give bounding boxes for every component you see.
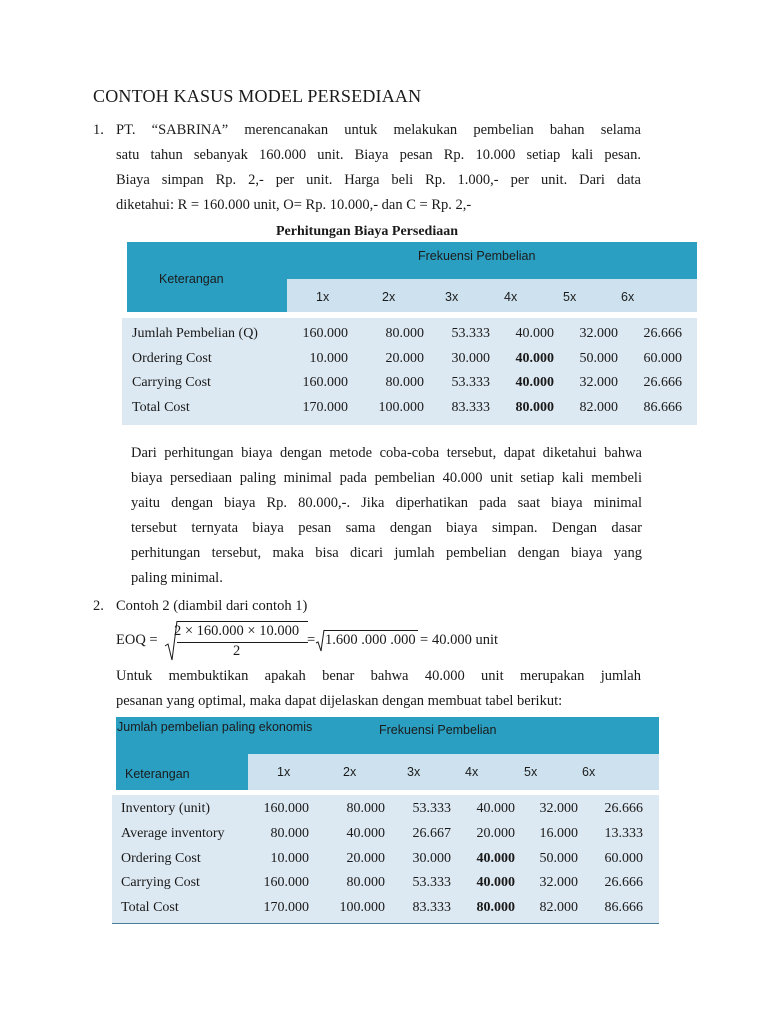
table-2-row-label: Carrying Cost: [121, 875, 200, 891]
table-1-row-label: Carrying Cost: [132, 375, 211, 390]
table-1-cell: 20.000: [385, 350, 424, 366]
paragraph-1-line-6: paling minimal.: [131, 570, 223, 586]
eoq-result: 40.000 unit: [432, 632, 499, 648]
table-1-cell: 80.000: [515, 399, 554, 415]
table-2-row-label: Average inventory: [121, 825, 225, 841]
table-1-cell: 53.333: [451, 375, 490, 390]
table-1-cell: 82.000: [579, 399, 618, 415]
table-2-cell: 13.333: [604, 825, 643, 841]
table-2-cell: 80.000: [270, 825, 309, 841]
paragraph-2-line-1: Untuk membuktikan apakah benar bahwa 40.000 unit merupakan jumlah: [116, 668, 641, 684]
table-2-row-label: Ordering Cost: [121, 850, 201, 866]
table-1-cell: 26.666: [643, 326, 682, 341]
table-2-cell: 40.000: [476, 850, 515, 866]
table-1-cell: 40.000: [515, 326, 554, 341]
table-2-col-header: 1x: [277, 765, 291, 779]
table-2-cell: 160.000: [263, 801, 309, 816]
table-2-cell: 40.000: [476, 801, 515, 816]
table-2-col-header: 2x: [343, 765, 357, 779]
table-2-cell: 50.000: [539, 850, 578, 866]
table-2-cell: 20.000: [476, 825, 515, 841]
paragraph-2-line-2: pesanan yang optimal, maka dapat dijelaskan dengan membuat tabel berikut:: [116, 693, 563, 709]
table-1-cell: 50.000: [579, 350, 618, 366]
table-2-cell: 60.000: [604, 850, 643, 866]
item-1-line-1: PT. “SABRINA” merencanakan untuk melakukan pembelian bahan selama: [116, 122, 641, 138]
table-2-cell: 40.000: [476, 875, 515, 891]
eoq-numerator: 2 × 160.000 × 10.000: [174, 623, 300, 639]
item-1-line-4: diketahui: R = 160.000 unit, O= Rp. 10.000,- dan C = Rp. 2,-: [116, 197, 472, 213]
table-2-cell: 26.667: [412, 825, 451, 841]
table-1-cell: 100.000: [378, 399, 424, 415]
table-2-cell: 100.000: [339, 900, 385, 916]
sqrt-sign-small-icon: [315, 629, 325, 653]
item-2-number: 2.: [93, 598, 104, 614]
paragraph-1-line-1: Dari perhitungan biaya dengan metode coba-coba tersebut, dapat diketahui bahwa: [131, 445, 642, 461]
table-2-col-header: 6x: [582, 765, 596, 779]
table-1-caption: Perhitungan Biaya Persediaan: [276, 224, 459, 239]
page-title: CONTOH KASUS MODEL PERSEDIAAN: [93, 86, 422, 106]
eoq-equals-2: =: [420, 632, 429, 648]
table-1-cell: 60.000: [643, 350, 682, 366]
paragraph-1-line-4: tersebut ternyata biaya pesan sama dengan biaya simpan. Dengan dasar: [131, 520, 642, 536]
table-1-header-label: Keterangan: [159, 272, 224, 286]
table-1-cell: 80.000: [385, 375, 424, 390]
table-1-cell: 26.666: [643, 375, 682, 390]
table-2-cell: 170.000: [263, 900, 309, 916]
eoq-sqrt-value: 1.600 .000 .000: [325, 632, 416, 648]
table-1-cell: 83.333: [451, 399, 490, 415]
table-1-cell: 32.000: [579, 326, 618, 341]
table-1-cell: 160.000: [302, 375, 348, 390]
table-2-cell: 80.000: [346, 801, 385, 816]
table-2-cell: 30.000: [412, 850, 451, 866]
table-2-header-group: Frekuensi Pembelian: [379, 723, 497, 737]
table-1-cell: 40.000: [515, 375, 554, 390]
table-1-cell: 10.000: [309, 350, 348, 366]
item-1-line-3: Biaya simpan Rp. 2,- per unit. Harga beli Rp. 1.000,- per unit. Dari data: [116, 172, 641, 188]
table-1-col-header: 6x: [621, 290, 635, 304]
table-1-cell: 32.000: [579, 375, 618, 390]
table-1-col-header: 2x: [382, 290, 396, 304]
table-2-cell: 53.333: [412, 875, 451, 891]
table-1-col-header: 1x: [316, 290, 330, 304]
table-2-cell: 26.666: [604, 801, 643, 816]
paragraph-1-line-5: perhitungan tersebut, maka bisa dicari jumlah pembelian dengan biaya yang: [131, 545, 642, 561]
table-2-col-header: 5x: [524, 765, 538, 779]
table-2-header-label: Keterangan: [125, 767, 190, 781]
table-1-col-header: 4x: [504, 290, 518, 304]
table-1-cell: 80.000: [385, 326, 424, 341]
table-1-cell: 30.000: [451, 350, 490, 366]
table-2-cell: 53.333: [412, 801, 451, 816]
table-2-cell: 10.000: [270, 850, 309, 866]
table-1-cell: 170.000: [302, 399, 348, 415]
table-2-row-label: Inventory (unit): [121, 801, 211, 816]
table-1-row-label: Ordering Cost: [132, 350, 212, 366]
table-2-col-header: 4x: [465, 765, 479, 779]
table-1-row-label: Jumlah Pembelian (Q): [132, 326, 258, 341]
table-1-cell: 86.666: [643, 399, 682, 415]
table-2-cell: 160.000: [263, 875, 309, 891]
eoq-formula: [116, 620, 536, 664]
table-2-cell: 20.000: [346, 850, 385, 866]
item-1-number: 1.: [93, 122, 104, 138]
table-1-row-label: Total Cost: [132, 399, 190, 415]
table-1-header-columns: [287, 279, 697, 312]
eoq-denominator: 2: [233, 643, 241, 659]
table-2-cell: 80.000: [476, 900, 515, 916]
table-2-cell: 26.666: [604, 875, 643, 891]
paragraph-1-line-3: yaitu dengan biaya Rp. 80.000,-. Jika diperhatikan pada saat biaya minimal: [131, 495, 642, 511]
eoq-equals-1: =: [307, 632, 316, 648]
table-1-col-header: 3x: [445, 290, 459, 304]
table-2-cell: 32.000: [539, 801, 578, 816]
table-1-cell: 160.000: [302, 326, 348, 341]
item-2-text: Contoh 2 (diambil dari contoh 1): [116, 598, 308, 614]
table-1-cell: 53.333: [451, 326, 490, 341]
table-2-cell: 40.000: [346, 825, 385, 841]
table-1-cell: 40.000: [515, 350, 554, 366]
table-2-col-header: 3x: [407, 765, 421, 779]
table-2-caption: Jumlah pembelian paling ekonomis: [117, 720, 313, 734]
table-2-cell: 83.333: [412, 900, 451, 916]
table-2-header-columns: [248, 754, 659, 790]
item-1-line-2: satu tahun sebanyak 160.000 unit. Biaya pesan Rp. 10.000 setiap kali pesan.: [116, 147, 641, 163]
table-1-col-header: 5x: [563, 290, 577, 304]
paragraph-1-line-2: biaya persediaan paling minimal pada pembelian 40.000 unit setiap kali membeli: [131, 470, 642, 486]
table-2-cell: 16.000: [539, 825, 578, 841]
table-2-cell: 80.000: [346, 875, 385, 891]
table-2-row-label: Total Cost: [121, 900, 179, 916]
table-1-header-group: Frekuensi Pembelian: [418, 249, 536, 263]
table-2-cell: 86.666: [604, 900, 643, 916]
table-2-cell: 32.000: [539, 875, 578, 891]
table-2-cell: 82.000: [539, 900, 578, 916]
eoq-label: EOQ =: [116, 632, 158, 648]
